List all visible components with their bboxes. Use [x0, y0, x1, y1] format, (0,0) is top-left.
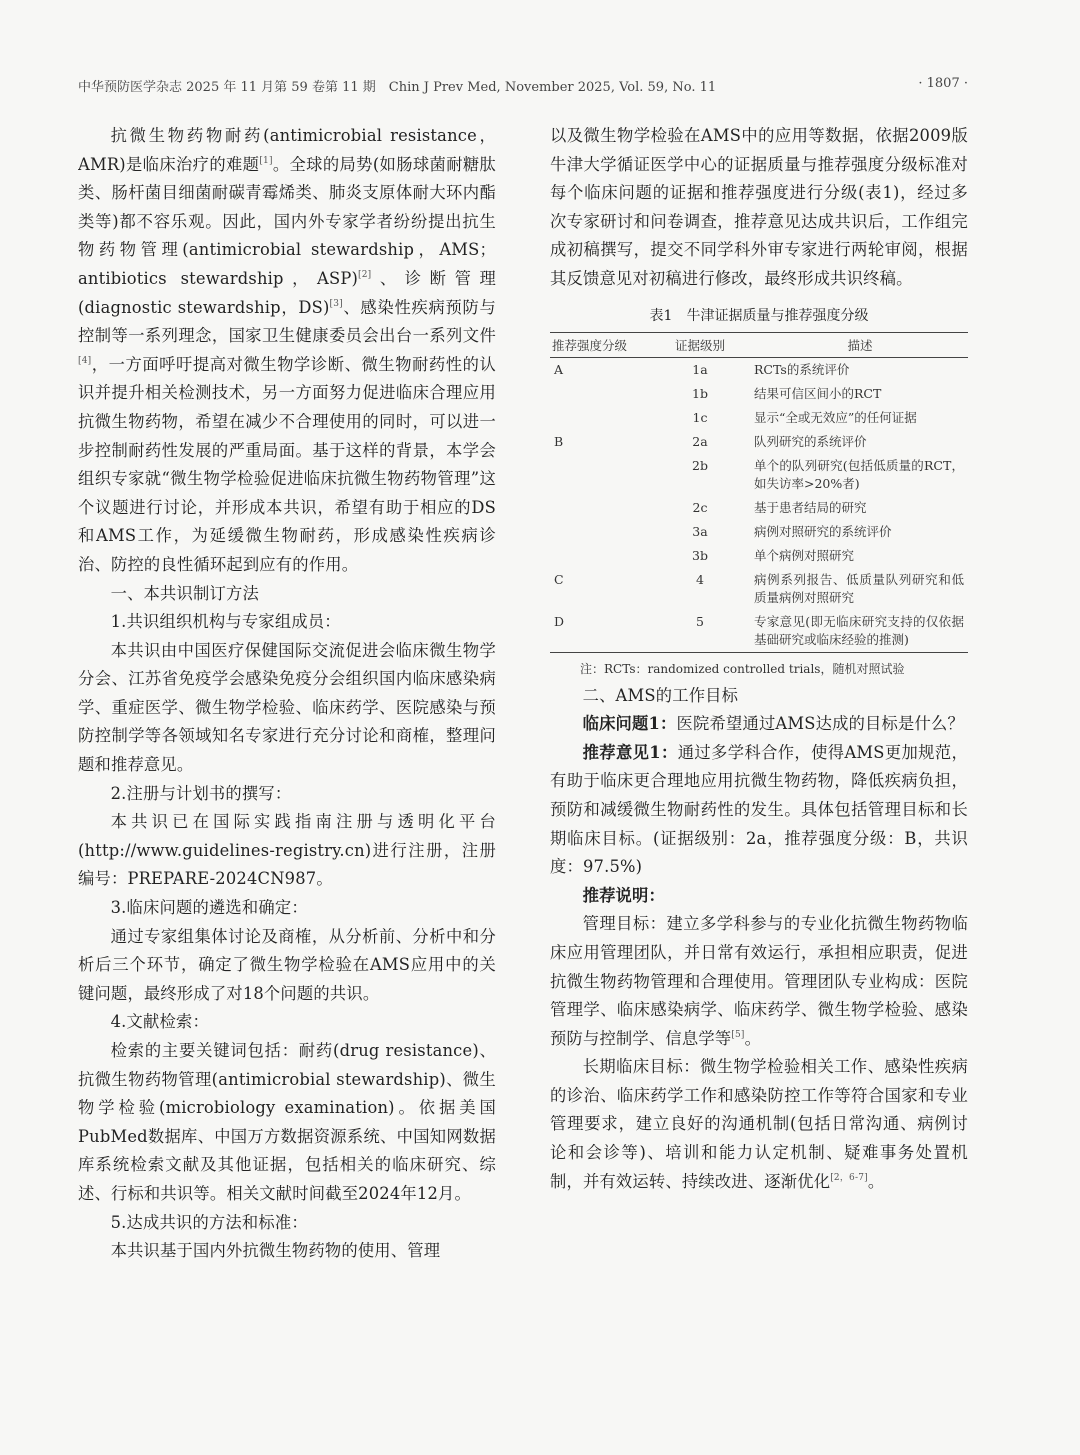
evidence-table	[550, 332, 968, 653]
table-header-grade: 推荐强度分级	[550, 332, 648, 357]
reference-2-6-7[interactable]: [2，6-7]	[830, 1172, 868, 1183]
paragraph-consensus-method: 本共识基于国内外抗微生物药物的使用、管理	[110, 1241, 441, 1261]
table-row: B 2a 队列研究的系统评价	[554, 433, 867, 449]
table-row: D 5 专家意见(即无临床研究支持的仅依据基础研究或临床经验的推测)	[554, 613, 964, 647]
table-row: A 1a RCTs的系统评价	[554, 361, 850, 377]
table-row: 1b 结果可信区间小的RCT	[692, 385, 882, 401]
reference-4[interactable]: [4]	[78, 355, 92, 366]
paragraph-long-term-goal: 长期临床目标：微生物学检验相关工作、感染性疾病的诊治、临床药学工作和感染防控工作等符合国家和专业管理要求，建立良好的沟通机制(包括日常沟通、病例讨论和会诊等)、培训和能力认定机制、疑难事务处置机制，并有效运转、持续改进、逐渐优化[2，6-7]。	[550, 1057, 968, 1191]
table-row: 1c 显示“全或无效应”的任何证据	[692, 409, 917, 425]
paragraph-registration: 本共识已在国际实践指南注册与透明化平台(http://www.guidelines-registry.cn)进行注册，注册编号：PREPARE-2024CN987。	[78, 812, 496, 889]
reference-1[interactable]: [1]	[259, 155, 273, 166]
subheading-1-5: 5.达成共识的方法和标准：	[110, 1212, 308, 1232]
right-column	[550, 122, 968, 1412]
paragraph-grading: 以及微生物学检验在AMS中的应用等数据，依据2009版牛津大学循证医学中心的证据质量与推荐强度分级标准对每个临床问题的证据和推荐强度进行分级(表1)，经过多次专家研讨和问卷调查，推荐意见达成共识后，工作组完成初稿撰写，提交不同学科外审专家进行两轮审阅，根据其反馈意见对初稿进行修改，最终形成共识终稿。	[550, 126, 968, 288]
reference-5[interactable]: [5]	[731, 1029, 745, 1040]
clinical-question-1: 临床问题1：医院希望通过AMS达成的目标是什么？	[582, 714, 964, 734]
table-note: 注：RCTs：randomized controlled trials，随机对照试验	[580, 661, 905, 676]
reference-3[interactable]: [3]	[329, 298, 343, 309]
table-row: 2b 单个的队列研究(包括低质量的RCT，如失访率>20%者)	[692, 457, 964, 491]
section-heading-2: 二、AMS的工作目标	[582, 685, 739, 705]
running-header	[78, 76, 968, 98]
paragraph-questions: 通过专家组集体讨论及商榷，从分析前、分析中和分析后三个环节，确定了微生物学检验在AMS应用中的关键问题，最终形成了对18个问题的共识。	[78, 926, 496, 1003]
reference-2[interactable]: [2]	[358, 269, 372, 280]
table-header-level: 证据级别	[648, 332, 752, 357]
table-row: C 4 病例系列报告、低质量队列研究和低质量病例对照研究	[554, 571, 964, 605]
left-column	[78, 122, 496, 1412]
recommendation-label: 推荐意见1：	[582, 742, 678, 762]
paragraph-organization: 本共识由中国医疗保健国际交流促进会临床微生物学分会、江苏省免疫学会感染免疫分会组织国内临床感染病学、重症医学、微生物学检验、临床药学、医院感染与预防控制学等各领域知名专家进行充分讨论和商榷，整理问题和推荐意见。	[78, 640, 496, 775]
table-header-description: 描述	[752, 332, 968, 357]
intro-paragraph: 抗微生物药物耐药(antimicrobial resistance，AMR)是临床治疗的难题[1]。全球的局势(如肠球菌耐糖肽类、肠杆菌目细菌耐碳青霉烯类、肺炎支原体耐大环内酯类等)都不容乐观。因此，国内外专家学者纷纷提出抗生物药物管理(antimicrobial stewardship，AMS；antibiotics stewardship，ASP)[2]、诊断管理(diagnostic stewardship，DS)[3]、感染性疾病预防与控制等一系列理念，国家卫生健康委员会出台一系列文件[4]，一方面呼吁提高对微生物学诊断、微生物耐药性的认识并提升相关检测技术，另一方面努力促进临床合理应用抗微生物药物，希望在减少不合理使用的同时，可以进一步控制耐药性发展的严重局面。基于这样的背景，本学会组织专家就“微生物学检验促进临床抗微生物药物管理”这个议题进行讨论，并形成本共识，希望有助于相应的DS和AMS工作，为延缓微生物耐药，形成感染性疾病诊治、防控的良性循环起到应有的作用。	[78, 126, 496, 574]
page-number: · 1807 ·	[918, 76, 968, 91]
table-row: 3b 单个病例对照研究	[692, 547, 855, 563]
question-label: 临床问题1：	[582, 714, 677, 734]
journal-citation: 中华预防医学杂志 2025 年 11 月第 59 卷第 11 期 Chin J Prev Med, November 2025, Vol. 59, No. 11	[78, 80, 717, 95]
subheading-1-2: 2.注册与计划书的撰写：	[110, 783, 292, 803]
recommendation-1: 推荐意见1：通过多学科合作，使得AMS更加规范，有助于临床更合理地应用抗微生物药物，降低疾病负担，预防和减缓微生物耐药性的发生。具体包括管理目标和长期临床目标。(证据级别：2a，推荐强度分级：B，共识度：97.5%)	[550, 742, 968, 877]
section-heading-1: 一、本共识制订方法	[110, 583, 259, 603]
subheading-1-1: 1.共识组织机构与专家组成员：	[110, 612, 341, 632]
paragraph-management-goal: 管理目标：建立多学科参与的专业化抗微生物药物临床应用管理团队，并日常有效运行，承担相应职责，促进抗微生物药物管理和合理使用。管理团队专业构成：医院管理学、临床感染病学、临床药学、微生物学检验、感染预防与控制学、信息学等[5]。	[550, 914, 968, 1048]
table-row: 3a 病例对照研究的系统评价	[692, 523, 892, 539]
explanation-heading: 推荐说明：	[582, 885, 666, 905]
subheading-1-3: 3.临床问题的遴选和确定：	[110, 898, 308, 918]
subheading-1-4: 4.文献检索：	[110, 1012, 209, 1032]
table-row: 2c 基于患者结局的研究	[692, 499, 867, 515]
table-1-title: 表1 牛津证据质量与推荐强度分级	[649, 307, 869, 324]
paragraph-literature: 检索的主要关键词包括：耐药(drug resistance)、抗微生物药物管理(antimicrobial stewardship)、微生物学检验(microbiology examination)。依据美国PubMed数据库、中国万方数据资源系统、中国知网数据库系统检索文献及其他证据，包括相关的临床研究、综述、行标和共识等。相关文献时间截至2024年12月。	[78, 1041, 496, 1203]
